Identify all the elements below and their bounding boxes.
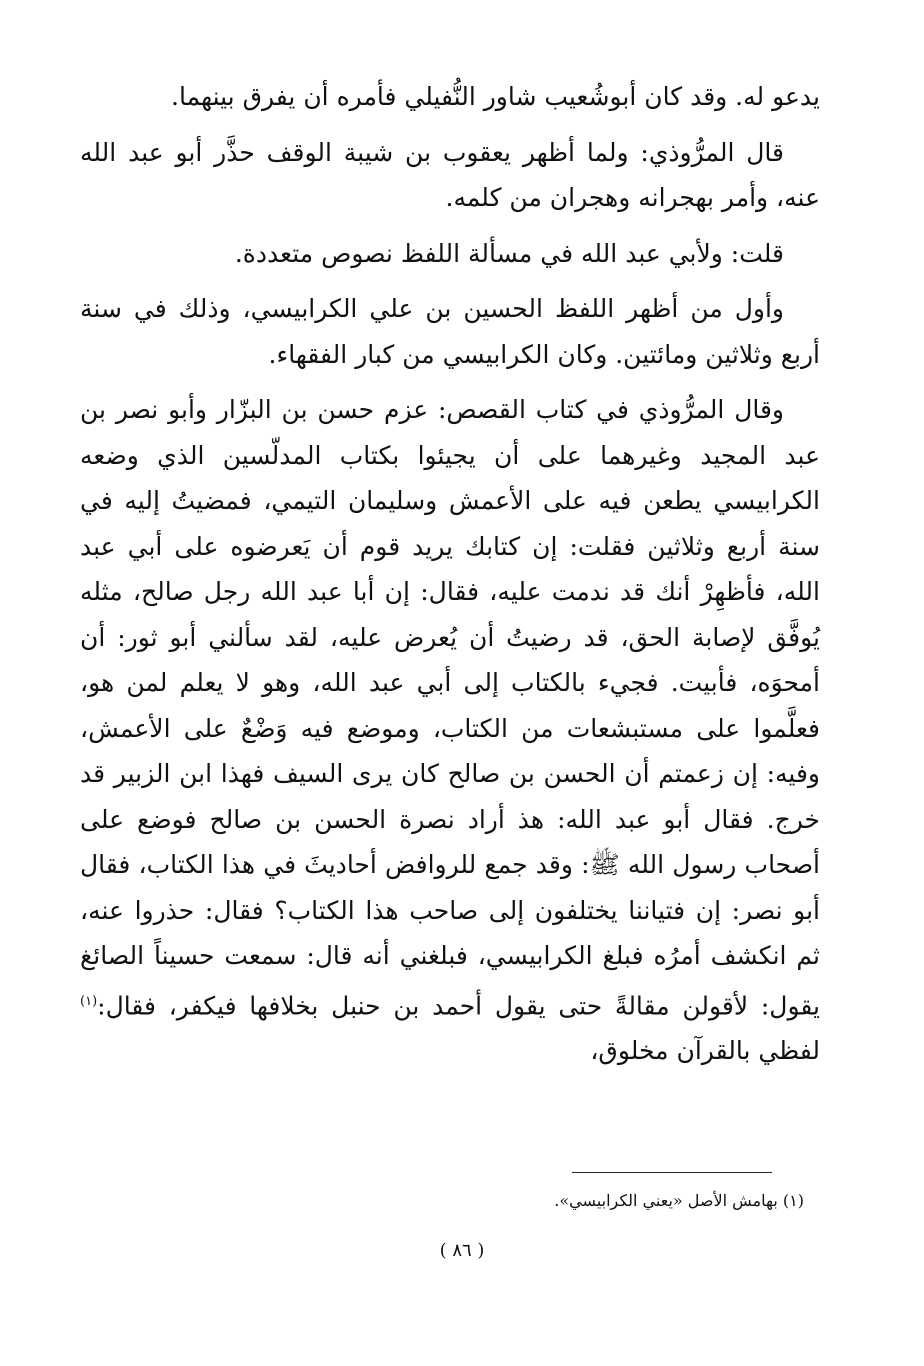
footnote-divider — [572, 1172, 772, 1173]
paragraph-5-tail: لفظي بالقرآن مخلوق، — [590, 1036, 820, 1066]
footnote-reference: (١) — [80, 993, 98, 1009]
paragraph-5-text: وقال المرُّوذي في كتاب القصص: عزم حسن بن البزّار وأبو نصر بن عبد المجيد وغيرهما على أن يجيئوا بكتاب المدلّسين الذي وضعه الكرابيسي يطعن فيه على الأعمش وسليمان التيمي، فمضيتُ إليه في سنة أربع وثلاثين فقلت: إن كتابك يريد قوم أن يَعرضوه على أبي عبد الله، فأظهِرْ أنك قد ندمت عليه، فقال: إن أبا عبد الله رجل صالح، مثله يُوفَّق لإصابة الحق، قد رضيتُ أن يُعرض عليه، لقد سألني أبو ثور: أن أمحوَه، فأبيت. فجيء بالكتاب إلى أبي عبد الله، وهو لا يعلم لمن هو، فعلَّموا على مستبشعات من الكتاب، وموضع فيه وَضْعٌ على الأعمش، وفيه: إن زعمتم أن الحسن بن صالح كان يرى السيف فهذا ابن الزبير قد خرج. فقال أبو عبد الله: هذ أراد نصرة الحسن بن صالح فوضع على أصحاب رسول الله ﷺ: وقد جمع للروافض أحاديثَ في هذا الكتاب، فقال أبو نصر: إن فتياننا يختلفون إلى صاحب هذا الكتاب؟ فقال: حذروا عنه، ثم انكشف أمرُه فبلغ الكرابيسي، فبلغني أنه قال: سمعت حسيناً الصائغ يقول: لأقولن مقالةً حتى يقول أحمد بن حنبل بخلافها فيكفر، فقال: — [80, 395, 821, 1020]
footnote: (١) بهامش الأصل «يعني الكرابيسي». — [554, 1191, 804, 1210]
paragraph-4: وأول من أظهر اللفظ الحسين بن علي الكرابيسي، وذلك في سنة أربع وثلاثين ومائتين. وكان الكرابيسي من كبار الفقهاء. — [80, 294, 820, 369]
paragraph-1: يدعو له. وقد كان أبوشُعيب شاور النُّفيلي فأمره أن يفرق بينهما. — [171, 82, 820, 111]
body-text — [80, 74, 820, 1084]
paragraph-3: قلت: ولأبي عبد الله في مسألة اللفظ نصوص متعددة. — [234, 238, 784, 268]
page-number: ( ٨٦ ) — [439, 1240, 485, 1261]
paragraph-2: قال المرُّوذي: ولما أظهر يعقوب بن شيبة الوقف حذَّر أبو عبد الله عنه، وأمر بهجرانه وهجران من كلمه. — [80, 137, 820, 212]
paragraph-5 — [80, 387, 820, 1074]
